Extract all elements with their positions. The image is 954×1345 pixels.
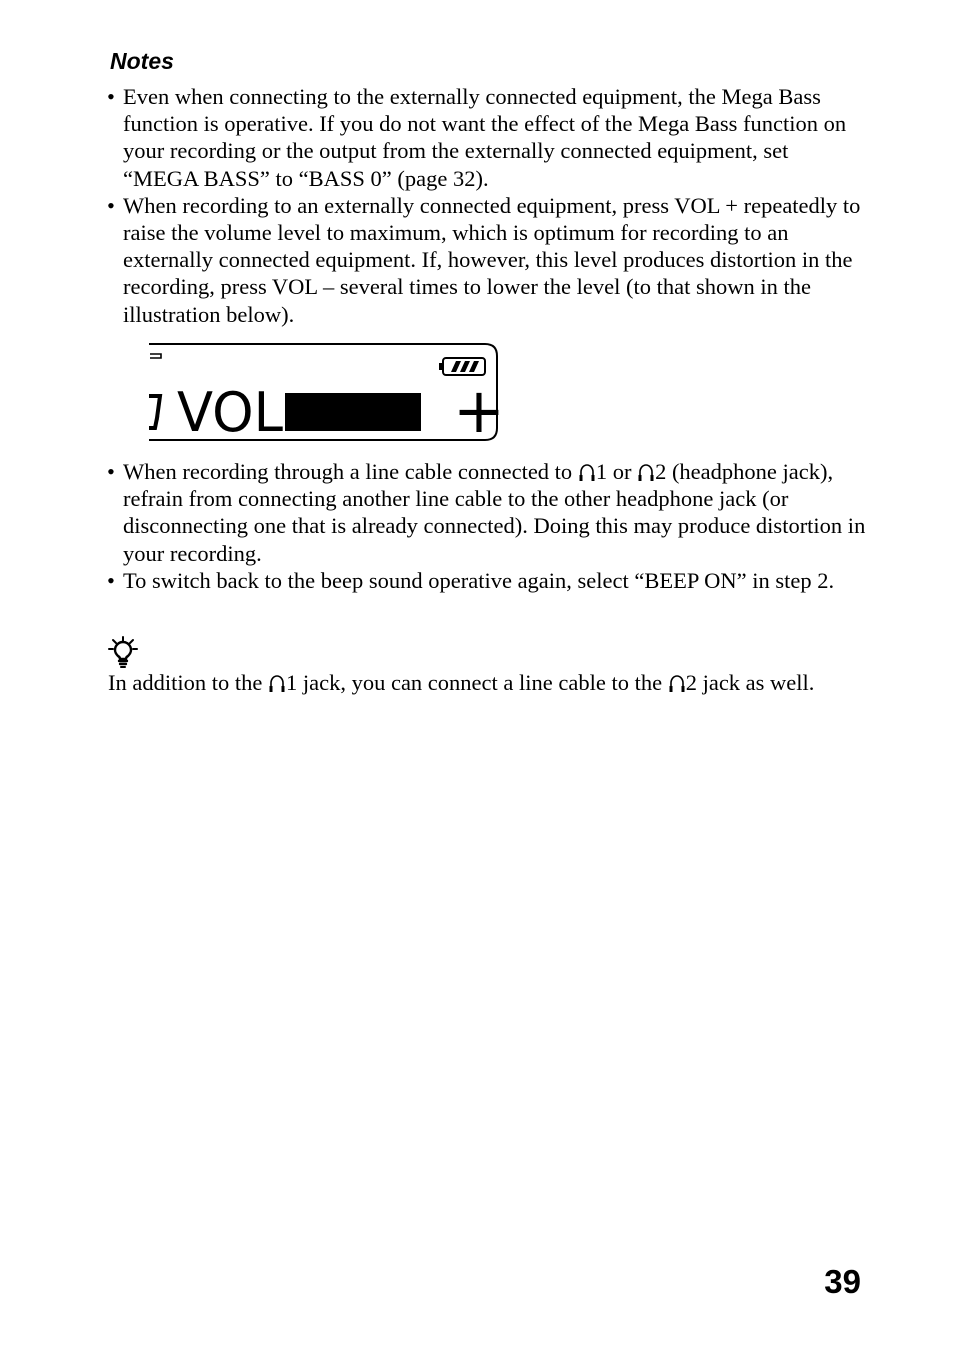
bullet-dot: • xyxy=(107,567,115,593)
lcd-vol-label: VOL xyxy=(177,381,283,444)
bullet-dot: • xyxy=(107,192,115,218)
note-item-beep xyxy=(106,567,866,594)
headphone-icon xyxy=(268,673,286,693)
notes-list-top xyxy=(106,83,866,328)
notes-list-bottom xyxy=(106,458,866,594)
hint-lightbulb-icon xyxy=(108,636,138,668)
page-number: 39 xyxy=(824,1263,861,1300)
note-text: When recording to an externally connected equipment, press VOL + repeatedly to raise the volume level to maximum, which is optimum for recording to an externally connected equipment. If, however, this level produces distortion in the recording, press VOL – several times to lower the level (to that shown in the illustration below). xyxy=(123,192,861,327)
notes-heading: Notes xyxy=(110,48,174,74)
note-text-part3: 2 (headphone jack), refrain from connecting another line cable to the other headphone jack (or disconnecting one that is already connected). Doing this may produce distortion in your recording. xyxy=(123,459,866,566)
note-item-mega-bass xyxy=(106,83,866,192)
note-item-volume xyxy=(106,192,866,328)
lcd-volume-bar xyxy=(285,393,421,431)
headphone-icon xyxy=(668,673,686,693)
lcd-top-left-mark xyxy=(150,354,161,358)
headphone-icon xyxy=(578,462,596,482)
hint-text-part3: 2 jack as well. xyxy=(685,670,815,695)
bullet-dot: • xyxy=(107,459,115,484)
note-item-line-cable xyxy=(106,458,866,567)
lcd-volume-illustration xyxy=(149,342,505,447)
hint-text-part2: 1 jack, you can connect a line cable to the xyxy=(285,670,668,695)
hint-text-part1: In addition to the xyxy=(108,670,268,695)
headphone-icon xyxy=(637,462,655,482)
lcd-partial-digit xyxy=(151,396,160,428)
note-text: Even when connecting to the externally connected equipment, the Mega Bass function is operative. If you do not want the effect of the Mega Bass function on your recording or the output from the externally connected equipment, set “MEGA BASS” to “BASS 0” (page 32). xyxy=(123,84,847,191)
note-text-part2: 1 or xyxy=(595,459,638,484)
hint-text xyxy=(108,669,814,696)
note-text-part1: When recording through a line cable connected to xyxy=(123,459,578,484)
bullet-dot: • xyxy=(107,84,115,109)
note-text: To switch back to the beep sound operative again, select “BEEP ON” in step 2. xyxy=(123,567,835,593)
battery-icon xyxy=(439,358,485,375)
lcd-plus-sign: + xyxy=(453,374,505,447)
